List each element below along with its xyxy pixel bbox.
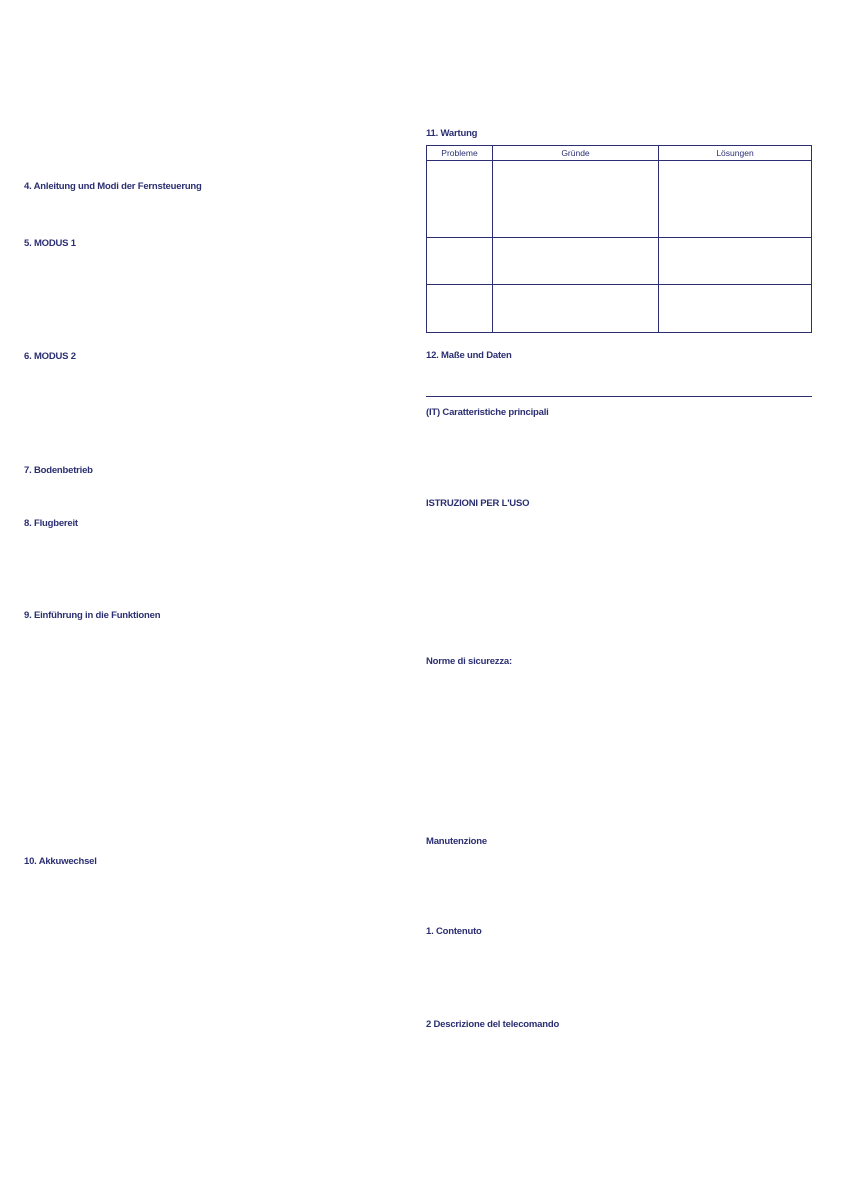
table-row [427, 161, 812, 238]
column-header-problems: Probleme [427, 146, 493, 161]
table-cell [493, 284, 659, 332]
table-cell [427, 161, 493, 238]
column-header-reasons: Gründe [493, 146, 659, 161]
heading-contents-it: 1. Contenuto [426, 926, 482, 937]
table-row [427, 238, 812, 284]
heading-dimensions-data: 12. Maße und Daten [426, 350, 512, 361]
table-cell [493, 238, 659, 284]
section-divider [426, 396, 812, 397]
table-cell [427, 284, 493, 332]
table-header-row [427, 146, 812, 161]
heading-mode-2: 6. MODUS 2 [24, 351, 76, 362]
heading-safety-rules-it: Norme di sicurezza: [426, 656, 512, 667]
heading-functions-intro: 9. Einführung in die Funktionen [24, 610, 161, 621]
table-cell [659, 161, 812, 238]
column-header-solutions: Lösungen [659, 146, 812, 161]
table-cell [493, 161, 659, 238]
heading-instructions-it: ISTRUZIONI PER L'USO [426, 498, 530, 509]
heading-maintenance: 11. Wartung [426, 128, 478, 139]
heading-battery-change: 10. Akkuwechsel [24, 856, 97, 867]
maintenance-table [426, 145, 812, 333]
table-cell [659, 284, 812, 332]
table-row [427, 284, 812, 332]
heading-main-features-it: (IT) Caratteristiche principali [426, 407, 549, 418]
heading-remote-description-it: 2 Descrizione del telecomando [426, 1019, 560, 1030]
table-cell [659, 238, 812, 284]
heading-ground-operation: 7. Bodenbetrieb [24, 465, 93, 476]
heading-ready-to-fly: 8. Flugbereit [24, 518, 78, 529]
heading-remote-control-modes: 4. Anleitung und Modi der Fernsteuerung [24, 181, 202, 192]
table-cell [427, 238, 493, 284]
heading-mode-1: 5. MODUS 1 [24, 238, 76, 249]
heading-maintenance-it: Manutenzione [426, 836, 487, 847]
